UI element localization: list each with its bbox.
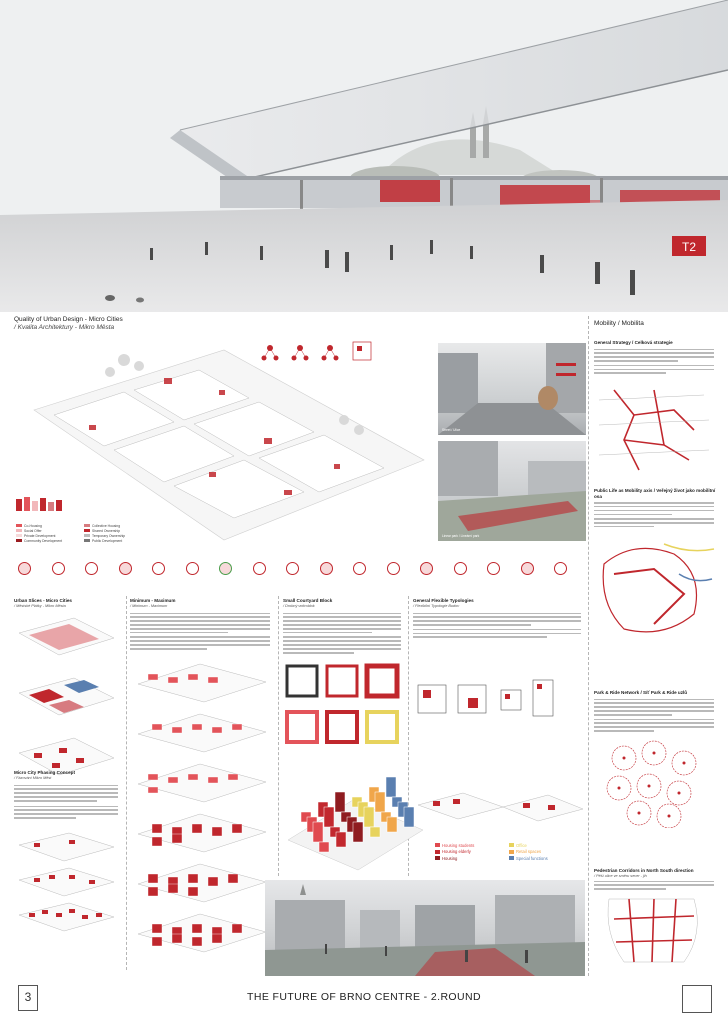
legend-swatch: [16, 534, 22, 537]
urban-slices-diagrams: [14, 613, 122, 788]
mobility-general-strategy: [594, 340, 716, 480]
typologies-title: General Flexible Typologies: [413, 598, 474, 603]
legend-label: Office: [516, 842, 527, 848]
phasing-subtitle: / Fázování Mikro Měst: [14, 775, 52, 780]
public-life-title: Public Life as Mobility axis / Veřejný život jako mobilitní osa: [594, 488, 716, 499]
legend-swatch: [509, 856, 514, 860]
building-volume: [212, 827, 222, 836]
mobility-pedestrian-corridors: [594, 868, 716, 971]
station-rendering: [0, 0, 728, 312]
principle-diagram-icon: [286, 562, 299, 575]
principle-diagram-icon: [18, 562, 31, 575]
building-volume: [168, 677, 178, 683]
building-volume: [152, 937, 162, 946]
principle-diagram-icon: [554, 562, 567, 575]
legend-label: Special functions: [516, 855, 548, 861]
phasing-panel: [14, 770, 122, 940]
building-volume: [148, 787, 158, 793]
phasing-title: Micro City Phasing Concept: [14, 770, 76, 775]
legend-label: Community Development: [24, 538, 63, 543]
legend-swatch: [84, 529, 90, 532]
principle-diagram-icon: [253, 562, 266, 575]
mobility-title: [594, 320, 644, 328]
hero-rendering: [0, 0, 728, 312]
building-volume: [228, 774, 238, 780]
building-volume: [148, 774, 158, 780]
legend-label: Temporary Ownership: [92, 533, 126, 538]
program-volume: [387, 817, 397, 832]
phasing-diagrams: [14, 825, 122, 935]
building-volume: [188, 874, 198, 883]
quality-subtitle: / Kvalita Architektury - Mikro Města: [14, 324, 115, 331]
typologies-subtitle: / Flexibilní Typologie Budov: [413, 603, 460, 608]
street-life-photo: [265, 880, 585, 976]
min-max-title: Minimum - Maximum: [130, 598, 176, 603]
legend-label: Social Offer: [24, 528, 42, 533]
ownership-legend-grid: [16, 523, 146, 543]
principle-diagram-icon: [119, 562, 132, 575]
general-strategy-title: General Strategy / Celková strategie: [594, 340, 673, 345]
platform-sign-text: T2: [681, 240, 697, 254]
legend-swatch: [435, 850, 440, 854]
building-volume: [152, 724, 162, 730]
column-divider-1: [126, 596, 127, 970]
program-volume: [364, 807, 374, 827]
building-volume: [208, 877, 218, 886]
code-box: [682, 985, 712, 1013]
flexible-typologies-panel: [413, 598, 585, 735]
principle-diagram-icon: [52, 562, 65, 575]
building-volume: [152, 924, 162, 933]
building-volume: [152, 824, 162, 833]
legend-swatch: [84, 524, 90, 527]
building-volume: [172, 727, 182, 733]
program-volume: [324, 807, 334, 827]
ownership-legend: [16, 495, 146, 543]
building-volume: [208, 677, 218, 683]
building-volume: [172, 934, 182, 943]
legend-swatch: [509, 850, 514, 854]
linear-park-photo-label: Linear park / Lineární park: [442, 533, 480, 538]
legend-label: Housing students: [442, 842, 475, 848]
legend-label: Private Development: [24, 533, 56, 538]
program-block-diagrams: [413, 785, 585, 865]
building-volume: [212, 727, 222, 733]
building-volume: [148, 674, 158, 680]
page-number: 3: [24, 990, 32, 1004]
program-volume: [335, 792, 345, 812]
program-volume: [336, 832, 346, 847]
legend-swatch: [16, 524, 22, 527]
street-photo: [438, 343, 586, 435]
building-volume: [188, 774, 198, 780]
principle-diagram-icon: [521, 562, 534, 575]
phasing-text-block: [14, 785, 118, 819]
block-base: [138, 764, 266, 802]
public-life-map: [594, 534, 716, 644]
legend-label: Retail spaces: [516, 849, 542, 855]
block-base: [138, 714, 266, 752]
public-life-text: [594, 502, 714, 527]
building-volume: [192, 824, 202, 833]
poster-footer-title: THE FUTURE OF BRNO CENTRE - 2.ROUND: [247, 991, 481, 1003]
legend-swatch: [509, 843, 514, 847]
program-legend-item: [509, 855, 575, 862]
mobility-title-text: Mobility / Mobilita: [594, 320, 644, 327]
typologies-text-block: [413, 613, 581, 638]
legend-label: Housing: [442, 855, 458, 861]
pedestrian-subtitle: / Pěší ulice ve směru sever - jih: [594, 873, 647, 878]
building-volume: [232, 824, 242, 833]
program-legend: [435, 842, 575, 862]
building-volume: [148, 874, 158, 883]
principle-diagram-icon: [420, 562, 433, 575]
program-volume: [313, 822, 323, 842]
general-strategy-map: [594, 380, 716, 475]
quality-section-title: [14, 316, 123, 332]
legend-swatch: [16, 539, 22, 542]
principle-icon-row: [14, 560, 584, 588]
pedestrian-map: [594, 894, 716, 966]
street-photo-label: Street / Ulice: [442, 427, 461, 432]
mobility-divider: [588, 316, 589, 976]
building-volume: [208, 777, 218, 783]
principle-diagram-icon: [454, 562, 467, 575]
courtyard-text-block: [283, 613, 401, 654]
urban-slices-panel: [14, 598, 122, 793]
legend-label: Shared Ownership: [92, 528, 121, 533]
linear-park-photo: [438, 441, 586, 541]
principle-diagram-icon: [152, 562, 165, 575]
mobility-public-life: [594, 488, 716, 649]
building-volume: [168, 777, 178, 783]
legend-swatch: [84, 534, 90, 537]
building-volume: [212, 934, 222, 943]
courtyard-title: Small Courtyard Block: [283, 598, 333, 603]
building-volume: [152, 837, 162, 846]
building-volume: [188, 674, 198, 680]
legend-swatch: [435, 843, 440, 847]
typology-diagrams: [413, 670, 585, 730]
legend-swatch: [16, 529, 22, 532]
urban-slices-title: Urban Slices - Micro Cities: [14, 598, 72, 603]
park-ride-map: [594, 738, 716, 828]
building-volume: [148, 887, 158, 896]
pedestrian-title: Pedestrian Corridors in North South direction: [594, 868, 694, 873]
building-volume: [232, 924, 242, 933]
legend-swatch: [435, 856, 440, 860]
park-ride-title: Park & Ride Network / Síť Park & Ride uzlů: [594, 690, 688, 695]
legend-label: Collective Housing: [92, 523, 121, 528]
building-volume: [168, 884, 178, 893]
program-volume: [353, 822, 363, 842]
building-volume: [172, 834, 182, 843]
building-volume: [232, 724, 242, 730]
actor-diagrams: [258, 340, 378, 380]
urban-slices-subtitle: / Městské Plátky - Mikro Města: [14, 603, 66, 608]
program-volume: [319, 842, 329, 852]
legend-label: Housing elderly: [442, 849, 471, 855]
principle-diagram-icon: [487, 562, 500, 575]
principle-diagram-icon: [353, 562, 366, 575]
program-legend-item: [435, 855, 501, 862]
building-volume: [192, 924, 202, 933]
building-volume: [192, 937, 202, 946]
building-volume: [228, 874, 238, 883]
building-volume: [192, 724, 202, 730]
program-volume: [375, 792, 385, 812]
minimum-maximum-panel: [130, 598, 274, 971]
program-axonometric: [283, 770, 428, 880]
legend-label: Co-Housing: [24, 523, 42, 528]
column-divider-2: [278, 596, 279, 876]
ownership-legend-item: [16, 538, 78, 543]
min-max-subtitle: / Minimum - Maximum: [130, 603, 168, 608]
principle-diagram-icon: [320, 562, 333, 575]
pedestrian-text: [594, 881, 714, 890]
quality-title: Quality of Urban Design - Micro Cities: [14, 316, 123, 323]
building-volume: [188, 887, 198, 896]
legend-label: Public Development: [92, 538, 123, 543]
program-volume: [386, 777, 396, 797]
park-ride-text: [594, 699, 714, 732]
general-strategy-text: [594, 349, 714, 374]
legend-swatch: [84, 539, 90, 542]
mobility-park-ride: [594, 690, 716, 833]
principle-diagram-icon: [387, 562, 400, 575]
program-volume: [370, 827, 380, 837]
ownership-bar-chart: [16, 495, 76, 515]
min-max-diagrams: [130, 656, 274, 966]
block-base: [138, 664, 266, 702]
min-max-text-block: [130, 613, 270, 650]
courtyard-subtitle: / Drobný vnitroblok: [283, 603, 315, 608]
principle-diagram-icon: [219, 562, 232, 575]
ownership-legend-item: [84, 538, 146, 543]
principle-diagram-icon: [186, 562, 199, 575]
principle-diagram-icon: [85, 562, 98, 575]
